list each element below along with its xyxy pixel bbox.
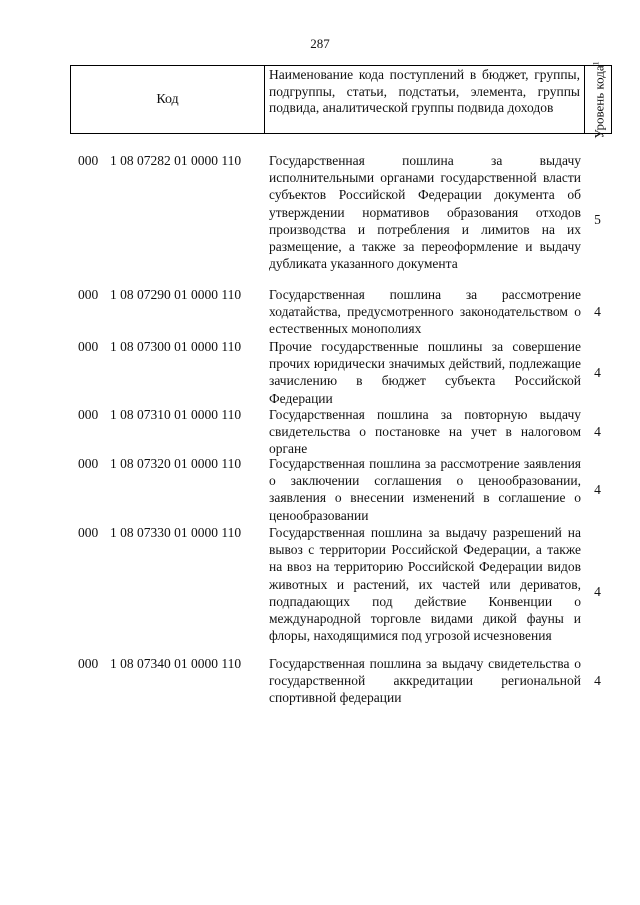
code-level: 4 (594, 673, 601, 688)
admin-code: 000 (78, 656, 99, 671)
code-description: Государственная пошлина за повторную выдачу свидетельства о постановке на учет в налоговом органе (269, 407, 581, 457)
header-code: Код (71, 66, 265, 133)
table-row (70, 455, 612, 525)
code-description: Государственная пошлина за рассмотрение заявления о заключении соглашения о ценообразовании, заявления о внесении изменений в соглашение о ценообразовании (269, 456, 581, 523)
budget-code: 1 08 07282 01 0000 110 (110, 153, 242, 168)
admin-code: 000 (78, 153, 99, 168)
budget-code: 1 08 07340 01 0000 110 (110, 656, 242, 671)
header-level (585, 60, 611, 139)
code-level: 4 (594, 584, 601, 599)
code-description: Государственная пошлина за выдачу свидетельства о государственной аккредитации региональной спортивной федерации (269, 656, 581, 706)
code-description: Прочие государственные пошлины за совершение прочих юридически значимых действий, подлежащие зачислению в бюджет субъекта Российской Федерации (269, 339, 581, 406)
budget-code: 1 08 07330 01 0000 110 (110, 525, 242, 540)
admin-code: 000 (78, 407, 99, 422)
table-row (70, 406, 612, 458)
admin-code: 000 (78, 339, 99, 354)
table-row (70, 524, 612, 660)
table-row (70, 152, 612, 288)
header-level-label: Уровень кода$^1$ (591, 60, 607, 139)
code-level: 4 (594, 365, 601, 380)
table-row (70, 286, 612, 338)
budget-code: 1 08 07320 01 0000 110 (110, 456, 242, 471)
table-row (70, 338, 612, 408)
code-level: 5 (594, 212, 601, 227)
admin-code: 000 (78, 525, 99, 540)
budget-code: 1 08 07300 01 0000 110 (110, 339, 242, 354)
page-number: 287 (310, 36, 330, 51)
table-header (70, 60, 612, 139)
code-level: 4 (594, 424, 601, 439)
table-row (70, 655, 612, 707)
code-level: 4 (594, 482, 601, 497)
admin-code: 000 (78, 456, 99, 471)
header-level-footnote: 1 (591, 60, 601, 65)
header-name: Наименование кода поступлений в бюджет, группы, подгруппы, статьи, подстатьи, элемента, группы подвида, аналитической группы подвида доходов (265, 66, 585, 133)
code-level: 4 (594, 304, 601, 319)
budget-code: 1 08 07290 01 0000 110 (110, 287, 242, 302)
admin-code: 000 (78, 287, 99, 302)
code-description: Государственная пошлина за выдачу разрешений на вывоз с территории Российской Федерации, а также на ввоз на территорию Российской Федерации видов животных и растений, их частей или дериватов, подпадающих под действие Конвенции о международной торговле видами дикой фауны и флоры, находящимися под угрозой исчезновения (269, 525, 581, 644)
code-description: Государственная пошлина за рассмотрение ходатайства, предусмотренного законодательством о естественных монополиях (269, 287, 581, 337)
code-description: Государственная пошлина за выдачу исполнительными органами государственной власти субъектов Российской Федерации документа об утверждении нормативов образования отходов производства и потребления и лимитов на их размещение, а также за переоформление и выдачу дубликата указанного документа (269, 153, 581, 272)
budget-code: 1 08 07310 01 0000 110 (110, 407, 242, 422)
